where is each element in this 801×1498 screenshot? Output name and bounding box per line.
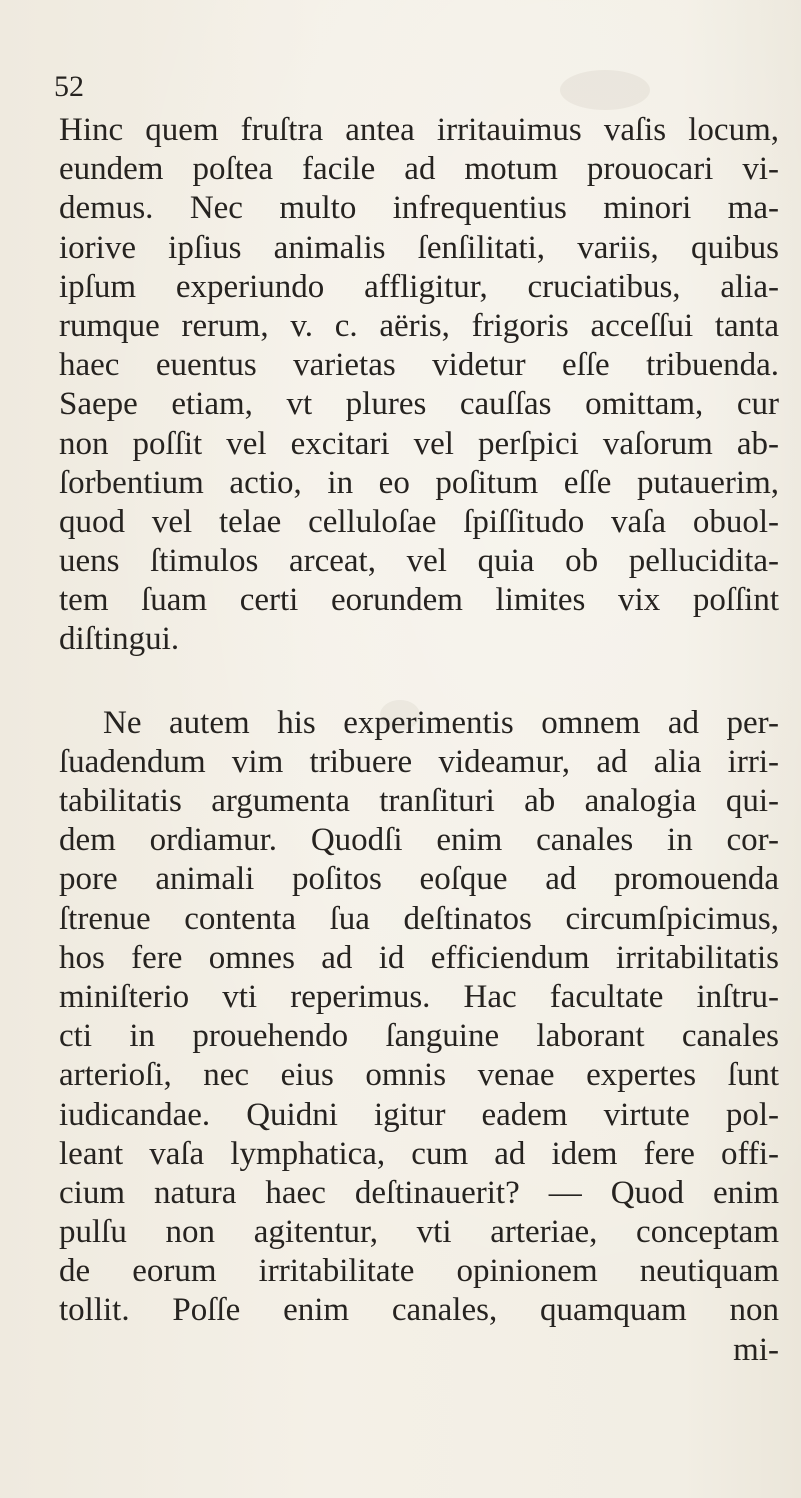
text-line: haec euentus varietas videtur eſſe tribuenda.: [59, 347, 779, 384]
paragraph-spacer: [59, 660, 779, 704]
text-line: Ne autem his experimentis omnem ad per-: [103, 704, 779, 741]
text-line: Hinc quem fruſtra antea irritauimus vaſis locum,: [59, 112, 779, 148]
paragraph-1: [59, 111, 779, 660]
text-line: ſuadendum vim tribuere videamur, ad alia irri-: [59, 743, 779, 780]
body-text: [59, 111, 779, 1370]
text-line: pore animali poſitos eoſque ad promouenda: [59, 861, 779, 898]
text-line: eundem poſtea facile ad motum prouocari vi-: [59, 151, 779, 188]
text-line: tem ſuam certi eorundem limites vix poſſint: [59, 582, 779, 619]
text-line: uens ſtimulos arceat, vel quia ob pellucidita-: [59, 543, 779, 580]
text-line: demus. Nec multo infrequentius minori ma-: [59, 190, 779, 227]
text-line: miniſterio vti reperimus. Hac facultate inſtru-: [59, 978, 779, 1015]
text-line: ipſum experiundo affligitur, cruciatibus, alia-: [59, 268, 779, 305]
page-number: 52: [54, 70, 84, 103]
text-line: dem ordiamur. Quodſi enim canales in cor-: [59, 822, 779, 859]
text-line: ſorbentium actio, in eo poſitum eſſe putauerim,: [59, 464, 779, 501]
paragraph-2: [59, 704, 779, 1331]
text-line: pulſu non agitentur, vti arteriae, conceptam: [59, 1214, 779, 1251]
catchword: mi-: [733, 1331, 779, 1368]
text-line: arterioſi, nec eius omnis venae expertes ſunt: [59, 1057, 779, 1094]
text-line: diſtingui.: [59, 621, 180, 658]
text-line: hos fere omnes ad id efficiendum irritabilitatis: [59, 939, 779, 976]
text-line: ſtrenue contenta ſua deſtinatos circumſpicimus,: [59, 900, 779, 937]
text-line: rumque rerum, v. c. aëris, frigoris acceſſui tanta: [59, 307, 779, 344]
text-line: tabilitatis argumenta tranſituri ab analogia qui-: [59, 783, 779, 819]
text-line: de eorum irritabilitate opinionem neutiquam: [59, 1253, 779, 1290]
text-line: leant vaſa lymphatica, cum ad idem fere offi-: [59, 1135, 779, 1172]
text-line: iudicandae. Quidni igitur eadem virtute pol-: [59, 1096, 779, 1133]
text-line: quod vel telae celluloſae ſpiſſitudo vaſa obuol-: [59, 503, 779, 540]
text-line: tollit. Poſſe enim canales, quamquam non: [59, 1292, 779, 1329]
text-line: Saepe etiam, vt plures cauſſas omittam, cur: [59, 386, 779, 423]
text-line: cti in prouehendo ſanguine laborant canales: [59, 1018, 779, 1055]
text-line: cium natura haec deſtinauerit? — Quod enim: [59, 1174, 779, 1211]
text-line: iorive ipſius animalis ſenſilitati, variis, quibus: [59, 229, 779, 266]
text-line: non poſſit vel excitari vel perſpici vaſorum ab-: [59, 425, 779, 462]
paper-stain: [560, 70, 650, 110]
